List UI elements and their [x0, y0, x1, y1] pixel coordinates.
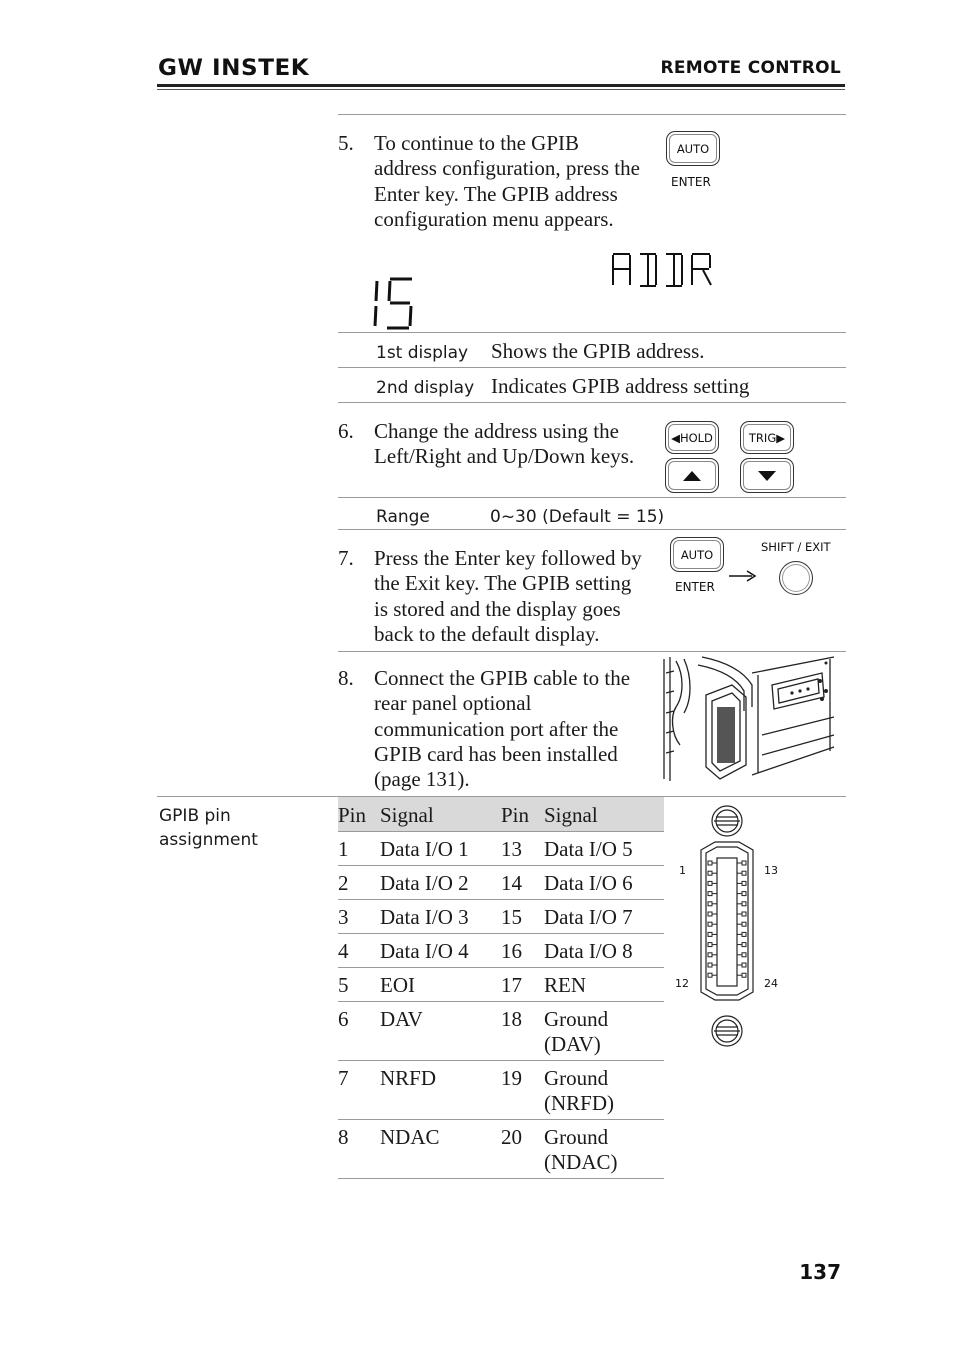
step-6-number: 6.: [338, 419, 354, 443]
table-row: [338, 899, 664, 933]
table-cell: 20: [501, 1124, 522, 1149]
divider: [338, 114, 846, 115]
table-cell: 6: [338, 1006, 349, 1031]
connector-pin-contact: [742, 922, 746, 926]
table-row: [338, 1119, 664, 1178]
trig-right-key[interactable]: TRIG▶: [740, 421, 794, 454]
connector-pin-contact: [708, 881, 712, 885]
table-header-cell: Signal: [544, 797, 664, 831]
enter-caption: ENTER: [671, 175, 711, 189]
connector-pin-contact: [742, 932, 746, 936]
table-cell: 17: [501, 972, 522, 997]
table-cell-line: REN: [544, 972, 586, 997]
table-cell: 18: [501, 1006, 522, 1031]
gpib-connector-diagram: [675, 800, 785, 1050]
connector-pin-contact: [742, 973, 746, 977]
step-7-text: Press the Enter key followed by the Exit key. The GPIB setting is stored and the display goes back to the default display.: [374, 546, 642, 646]
table-cell: Data I/O 2: [380, 870, 469, 895]
page-number: 137: [799, 1260, 841, 1284]
divider: [338, 402, 846, 403]
connector-label: 12: [675, 977, 689, 990]
table-header-cell: Pin: [501, 797, 544, 831]
connector-pin-contact: [742, 953, 746, 957]
range-label: Range: [376, 507, 430, 527]
table-cell-line: Data I/O 5: [544, 836, 633, 861]
second-display-addr: [610, 251, 716, 289]
connector-pin-contact: [742, 963, 746, 967]
connector-pin-contact: [708, 963, 712, 967]
connector-pin-contact: [742, 892, 746, 896]
step-8-number: 8.: [338, 666, 354, 690]
table-cell: NDAC: [380, 1124, 440, 1149]
shift-exit-key[interactable]: [779, 561, 813, 595]
table-cell-line: (NRFD): [544, 1090, 615, 1115]
table-cell: DAV: [380, 1006, 423, 1031]
table-row: [338, 865, 664, 899]
table-cell: [544, 1119, 664, 1178]
gpib-section-label: GPIB pin assignment: [159, 806, 258, 850]
step-6-text: Change the address using the Left/Right and Up/Down keys.: [374, 419, 635, 469]
down-key[interactable]: [740, 458, 794, 493]
table-cell-line: (DAV): [544, 1031, 601, 1056]
auto-enter-key[interactable]: AUTO: [670, 537, 724, 572]
table-cell: [544, 967, 664, 1001]
auto-enter-key[interactable]: AUTO: [666, 131, 720, 166]
step-5-number: 5.: [338, 131, 354, 155]
header-rule: [157, 84, 845, 87]
connector-pin-contact: [708, 953, 712, 957]
table-cell-line: Ground: [544, 1006, 609, 1031]
table-cell: 8: [338, 1124, 349, 1149]
step-7-number: 7.: [338, 546, 354, 570]
table-cell: 16: [501, 938, 522, 963]
table-header-cell: Signal: [380, 797, 501, 831]
table-cell: NRFD: [380, 1065, 437, 1090]
table-cell: Data I/O 1: [380, 836, 469, 861]
divider: [338, 332, 846, 333]
table-cell: 4: [338, 938, 349, 963]
connector-pin-contact: [708, 973, 712, 977]
table-cell-line: Data I/O 6: [544, 870, 633, 895]
table-cell: Data I/O 3: [380, 904, 469, 929]
table-cell: 2: [338, 870, 349, 895]
brand-logo: GW INSTEK: [158, 56, 310, 81]
arrow-right-icon: [728, 569, 758, 583]
first-display-15: [368, 276, 418, 332]
info-label-2nd-display: 2nd display: [376, 378, 475, 398]
table-cell: 5: [338, 972, 349, 997]
table-cell: Data I/O 4: [380, 938, 469, 963]
table-cell-line: (NDAC): [544, 1149, 618, 1174]
down-arrow-icon: [757, 470, 777, 482]
info-label-1st-display: 1st display: [376, 343, 469, 363]
connector-label: 1: [679, 864, 686, 877]
connector-label: 24: [764, 977, 778, 990]
table-cell: [544, 933, 664, 967]
table-cell-line: Ground: [544, 1124, 609, 1149]
up-arrow-icon: [682, 470, 702, 482]
gpib-pin-table: [338, 797, 664, 1179]
table-cell: 3: [338, 904, 349, 929]
divider: [338, 497, 846, 498]
range-value: 0~30 (Default = 15): [490, 507, 665, 527]
table-cell-line: Data I/O 8: [544, 938, 633, 963]
info-text-1st-display: Shows the GPIB address.: [491, 339, 705, 363]
table-header-cell: Pin: [338, 797, 380, 831]
table-cell-line: Ground: [544, 1065, 609, 1090]
connector-label: 13: [764, 864, 778, 877]
section-title: REMOTE CONTROL: [660, 58, 841, 78]
table-cell-line: Data I/O 7: [544, 904, 633, 929]
table-cell: 7: [338, 1065, 349, 1090]
connector-pin-contact: [742, 861, 746, 865]
connector-pin-contact: [708, 943, 712, 947]
connector-pin-contact: [708, 912, 712, 916]
connector-pin-contact: [742, 943, 746, 947]
connector-pin-contact: [708, 902, 712, 906]
connector-pin-contact: [742, 912, 746, 916]
divider: [338, 651, 846, 652]
header-rule-thin: [157, 89, 845, 90]
table-cell: [544, 1001, 664, 1060]
connector-pin-contact: [708, 861, 712, 865]
up-key[interactable]: [665, 458, 719, 493]
connector-pin-contact: [708, 892, 712, 896]
table-row: [338, 831, 664, 865]
table-cell: 13: [501, 836, 522, 861]
table-cell: [544, 899, 664, 933]
table-row: [338, 1001, 664, 1060]
info-text-2nd-display: Indicates GPIB address setting: [491, 374, 750, 398]
table-row: [338, 1060, 664, 1119]
connector-pin-contact: [742, 881, 746, 885]
enter-caption: ENTER: [675, 580, 715, 594]
table-row: [338, 933, 664, 967]
divider: [338, 529, 846, 530]
table-cell: 14: [501, 870, 522, 895]
connector-pin-contact: [708, 932, 712, 936]
table-cell: EOI: [380, 972, 415, 997]
table-row: [338, 967, 664, 1001]
connector-pin-contact: [742, 902, 746, 906]
rear-panel-gpib-illustration: [662, 655, 836, 783]
hold-left-key[interactable]: ◀HOLD: [665, 421, 719, 454]
divider: [338, 367, 846, 368]
table-cell: [544, 865, 664, 899]
table-header-row: [338, 797, 664, 831]
connector-pin-contact: [742, 871, 746, 875]
connector-pin-contact: [708, 922, 712, 926]
table-cell: [544, 831, 664, 865]
table-cell: [544, 1060, 664, 1119]
table-cell: 1: [338, 836, 349, 861]
connector-pin-contact: [708, 871, 712, 875]
shift-exit-caption: SHIFT / EXIT: [761, 540, 831, 554]
step-8-text: Connect the GPIB cable to the rear panel optional communication port after the GPIB card has been installed (page 131).: [374, 666, 631, 792]
table-cell: 15: [501, 904, 522, 929]
table-cell: 19: [501, 1065, 522, 1090]
step-5-text: To continue to the GPIB address configuration, press the Enter key. The GPIB address configuration menu appears.: [374, 131, 640, 231]
